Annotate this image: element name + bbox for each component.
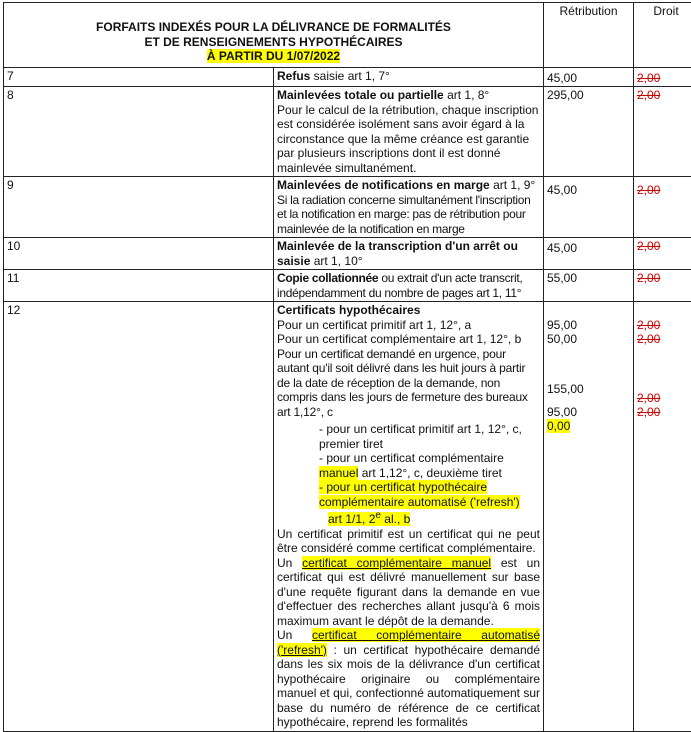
highlight-refresh-ref [328,512,410,526]
para-text: : un certificat hypothécaire demandé dans les six mois de la délivrance d'un certificat hypothécaire originaire ou complémentaire manuel et qui, confectionné automatiquement sur base du numéro de référence de ce certificat hypothécaire, reprend les formalités [277,643,540,730]
sub-text: - pour un certificat complémentaire [319,451,504,465]
ref-text: al., b [381,512,410,526]
ret-complementaire: 50,00 [547,332,630,346]
col-droit: Droit [634,3,691,68]
sub-complementaire-manuel [277,451,540,480]
para-text: Un [277,556,302,570]
row-number: 8 [4,87,274,177]
row-number: 10 [4,238,274,270]
row-title: Mainlevées de notifications en marge [277,178,490,192]
droit-urgent-manuel: 2,00 [637,405,660,419]
para-refresh [277,628,540,730]
table-row [4,270,691,302]
row-droit: 2,00 [637,88,660,102]
row-retribution-col [544,302,634,732]
row-body: Si la radiation concerne simultanément l'inscription et la notification en marge: pas de rétribution pour mainlevée de la notification en marge [277,193,540,237]
col-retribution: Rétribution [544,3,634,68]
row-retribution: 45,00 [544,238,634,270]
row-droit-col [634,302,691,732]
para-primitif: Un certificat primitif est un certificat qui ne peut être considéré comme certificat complémentaire. [277,527,540,556]
sub-refresh [277,480,540,509]
row-description [274,270,544,302]
droit-primitif: 2,00 [637,318,660,332]
row-description [274,238,544,270]
row-description [274,87,544,177]
header-row [4,3,691,68]
row-title: Copie collationnée [277,271,378,285]
row-number: 11 [4,270,274,302]
highlight-manuel: manuel [319,466,358,480]
line-urgence: Pour un certificat demandé en urgence, pour autant qu'il soit délivré dans les huit jours à partir de la date de réception de la demande, non compris dans les jours de fermeture des bureaux art 1,12°, c [277,347,540,420]
para-manuel [277,556,540,629]
row-body: Pour le calcul de la rétribution, chaque inscription est considérée isolément sans avoir égard à la circonstance que la même créance est garantie par plusieurs inscriptions dont il est donné mainlevée simultanément. [277,103,540,176]
highlight-refresh: - pour un certificat hypothécaire complémentaire automatisé ('refresh') [319,480,520,509]
row-description [274,302,544,732]
table-row-certificats [4,302,691,732]
title-line-3: À PARTIR DU 1/07/2022 [207,49,340,63]
para-text: Un [277,628,312,642]
row-ref: saisie art 1, 7° [310,69,390,83]
highlight-term-manuel: certificat complémentaire manuel [302,556,491,570]
table-title [4,3,544,68]
row-title: Mainlevée de la transcription d'un arrêt ou saisie [277,239,518,268]
line-primitif: Pour un certificat primitif art 1, 12°, a [277,318,540,333]
table-row [4,67,691,87]
ref-sup: e [375,510,381,521]
row-droit: 2,00 [637,271,660,285]
row-retribution: 45,00 [544,67,634,87]
row-title: Certificats hypothécaires [277,303,540,318]
row-droit: 2,00 [637,71,660,85]
highlight-term-refresh: certificat complémentaire automatisé ('refresh') [277,628,540,657]
title-line-2: ET DE RENSEIGNEMENTS HYPOTHÉCAIRES [7,35,540,50]
ret-urgent-primitif: 155,00 [547,382,630,405]
ret-primitif: 95,00 [547,318,630,332]
row-retribution: 295,00 [544,87,634,177]
row-title: Mainlevées totale ou partielle [277,88,444,102]
row-description [274,67,544,87]
tariff-table [3,2,691,732]
row-ref: art 1, 9° [490,178,536,192]
row-number: 9 [4,177,274,238]
sub-primitif: - pour un certificat primitif art 1, 12°, c, premier tiret [277,422,540,451]
title-line-1: FORFAITS INDEXÉS POUR LA DÉLIVRANCE DE FORMALITÉS [7,20,540,35]
sub-refresh-ref [277,509,540,527]
droit-complementaire: 2,00 [637,332,660,346]
droit-urgent-primitif: 2,00 [637,391,660,405]
row-ref: ou extrait d'un acte transcrit, indépendamment du nombre de pages art 1, 11° [277,271,522,300]
row-droit: 2,00 [637,183,660,197]
row-number: 7 [4,67,274,87]
row-ref: art 1, 10° [310,254,362,268]
line-complementaire: Pour un certificat complémentaire art 1, 12°, b [277,332,540,347]
row-title: Refus [277,69,310,83]
ret-refresh: 0,00 [547,419,570,433]
row-ref: art 1, 8° [444,88,490,102]
ref-text: art 1/1, 2 [328,512,375,526]
row-number: 12 [4,302,274,732]
row-description [274,177,544,238]
table-row [4,177,691,238]
row-retribution: 55,00 [544,270,634,302]
para-text: est un certificat qui est délivré manuellement sur base d'une requête figurant dans la demande en vue d'effectuer des recherches allant jusqu'à 6 mois maximum avant le dépôt de la demande. [277,556,540,628]
table-row [4,238,691,270]
ret-urgent-manuel: 95,00 [547,405,630,419]
row-retribution: 45,00 [544,177,634,238]
row-droit: 2,00 [637,239,660,253]
table-row [4,87,691,177]
sub-text: art 1,12°, c, deuxième tiret [358,466,502,480]
